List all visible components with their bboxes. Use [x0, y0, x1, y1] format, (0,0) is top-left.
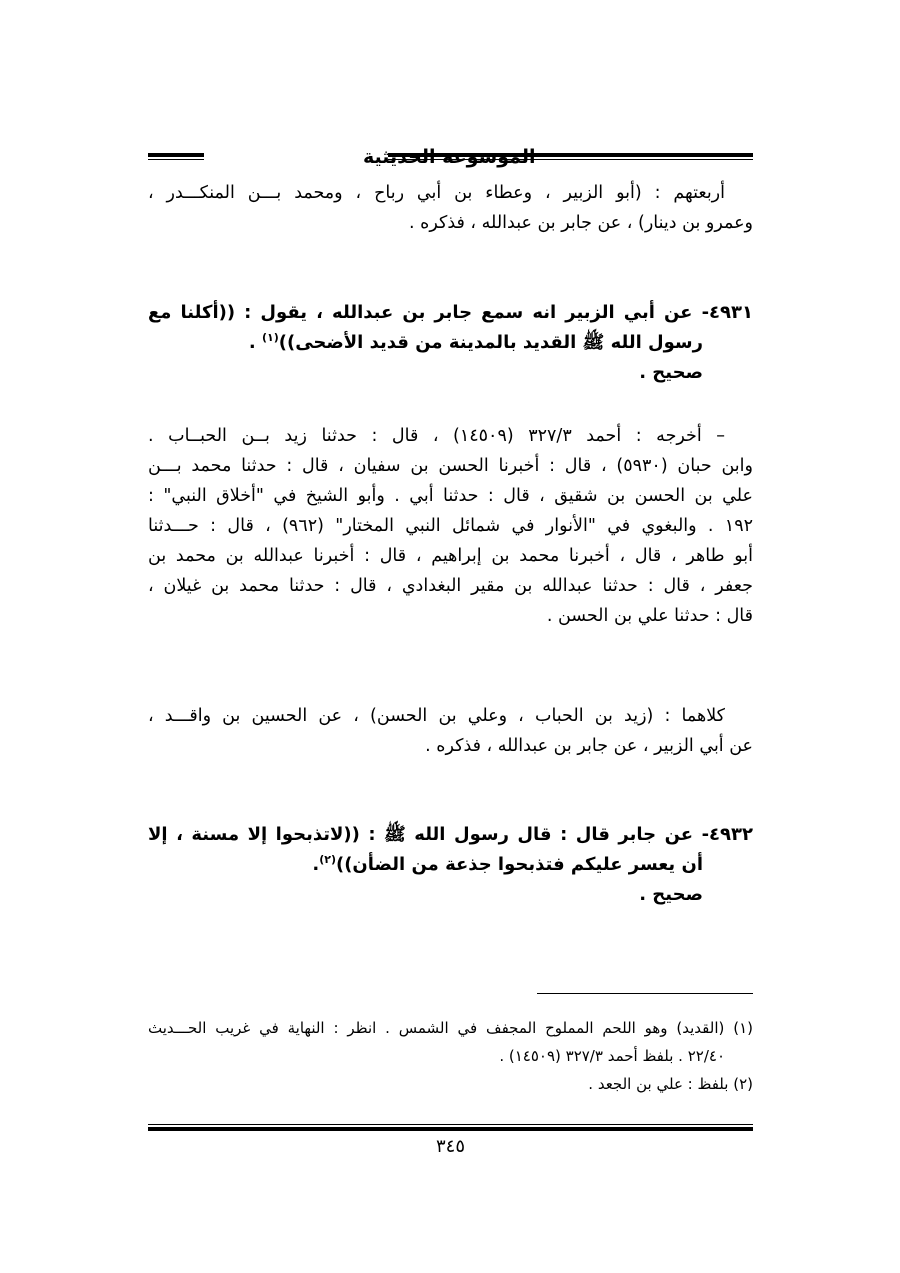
hadith-line: ٤٩٣٢- عن جابر قال : قال رسول الله ﷺ : ((لاتذبحوا إلا مسنة ، إلا	[148, 824, 753, 845]
header-title: الموسوعة الحديثية	[363, 146, 536, 168]
hadith-grade: صحيح .	[639, 362, 703, 383]
hadith-grade: صحيح .	[639, 884, 703, 905]
hadith-4932	[148, 820, 753, 910]
text-line: علي بن الحسن بن شقيق ، قال : حدثنا أبي . وأبو الشيخ في "أخلاق النبي" :	[148, 486, 753, 506]
footnote-ref-2: (٢)	[319, 853, 336, 866]
text-line: قال : حدثنا علي بن الحسن .	[546, 606, 753, 626]
intro-paragraph	[148, 178, 753, 238]
text-line: أربعتهم : (أبو الزبير ، وعطاء بن أبي رباح ، ومحمد بـــن المنكـــدر ،	[148, 183, 725, 203]
running-header	[148, 143, 753, 173]
text-line: عن أبي الزبير ، عن جابر بن عبدالله ، فذكره .	[425, 736, 753, 756]
text-line: جعفر ، قال : حدثنا عبدالله بن مقير البغدادي ، قال : حدثنا محمد بن غيلان ،	[148, 576, 753, 596]
header-rule-left	[148, 153, 204, 160]
footnotes	[148, 1014, 753, 1098]
text-line: – أخرجه : أحمد ٣٢٧/٣ (١٤٥٠٩) ، قال : حدثنا زيد بــن الحبــاب .	[148, 426, 725, 446]
hadith-line: رسول الله ﷺ القديد بالمدينة من قديد الأضحى))$^{(١)}$ .	[248, 331, 703, 353]
hadith-line: ٤٩٣١- عن أبي الزبير انه سمع جابر بن عبدالله ، يقول : ((أكلنا مع	[148, 302, 753, 323]
footnote-line: ٢٢/٤٠ . بلفظ أحمد ٣٢٧/٣ (١٤٥٠٩) .	[499, 1047, 725, 1065]
text-line: وابن حبان (٥٩٣٠) ، قال : أخبرنا الحسن بن سفيان ، قال : حدثنا محمد بـــن	[148, 456, 753, 476]
text-line: وعمرو بن دينار) ، عن جابر بن عبدالله ، فذكره .	[409, 213, 753, 233]
bottom-rule	[148, 1124, 753, 1131]
text-line: ١٩٢ . والبغوي في "الأنوار في شمائل النبي المختار" (٩٦٢) ، قال : حـــدثنا	[148, 516, 753, 536]
book-page	[148, 0, 753, 1273]
text-line: أبو طاهر ، قال ، أخبرنا محمد بن إبراهيم ، قال : أخبرنا عبدالله بن محمد بن	[148, 546, 753, 566]
footnote-ref-1: (١)	[261, 331, 279, 344]
footnote-line: (٢) بلفظ : علي بن الجعد .	[588, 1075, 753, 1093]
text-line: كلاهما : (زيد بن الحباب ، وعلي بن الحسن) ، عن الحسين بن واقـــد ،	[148, 706, 725, 726]
footnote-separator	[537, 993, 753, 994]
hadith-line: أن يعسر عليكم فتذبحوا جذعة من الضأن))$^{(٢)}$.	[312, 853, 703, 875]
page-number: ٣٤٥	[435, 1136, 465, 1157]
hadith-4931	[148, 298, 753, 388]
takhrij-paragraph-1	[148, 421, 753, 631]
footnote-line: (١) (القديد) وهو اللحم المملوح المجفف في الشمس . انظر : النهاية في غريب الحـــديث	[148, 1019, 753, 1037]
takhrij-paragraph-2	[148, 701, 753, 761]
